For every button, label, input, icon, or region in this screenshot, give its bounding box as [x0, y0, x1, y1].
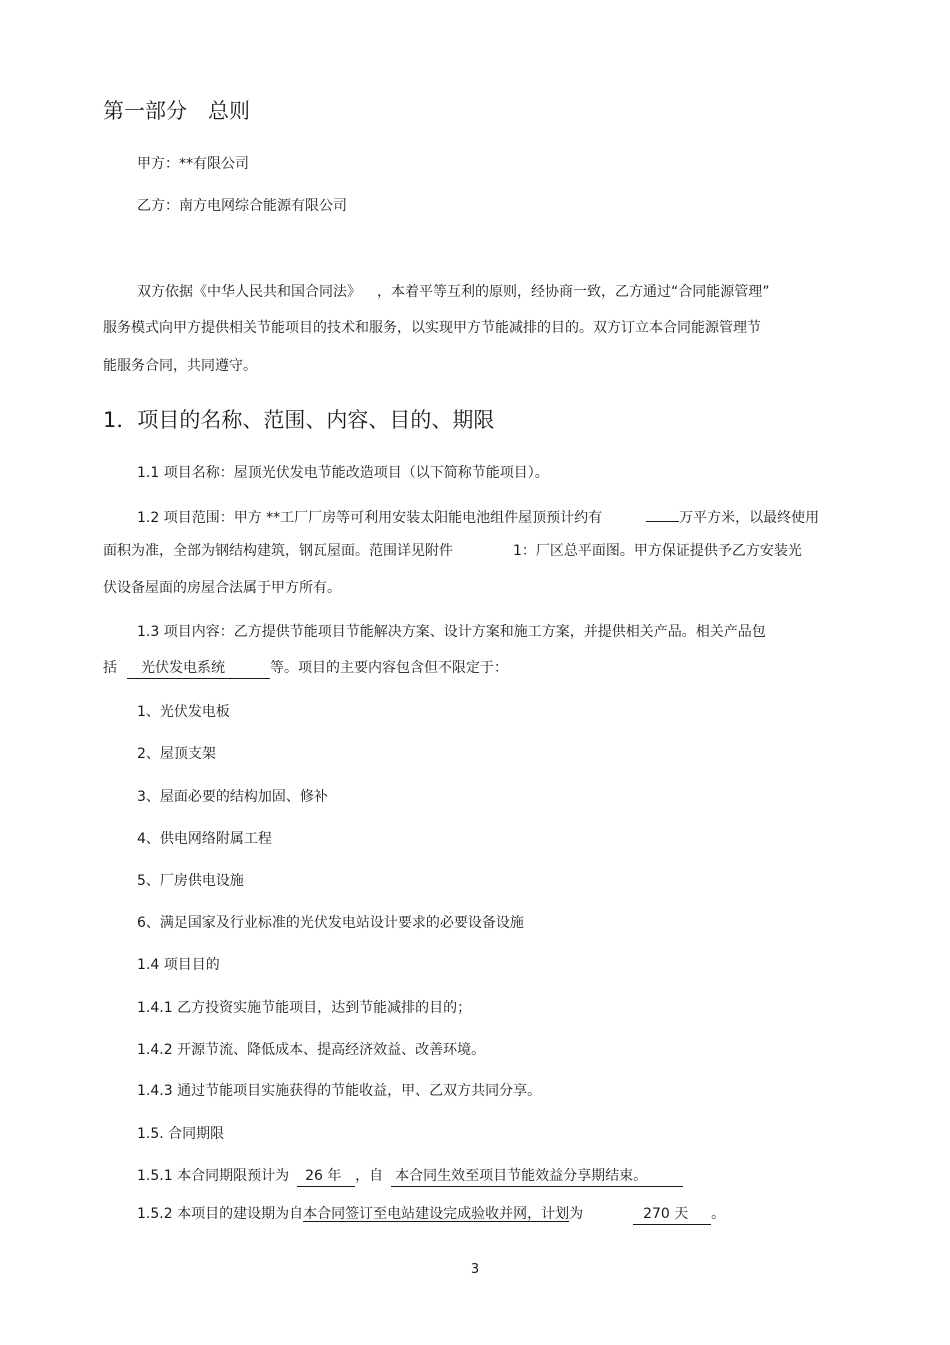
term-field: 26 年 — [297, 1166, 355, 1187]
intro-line-3: 能服务合同，共同遵守。 — [103, 358, 257, 374]
party-b: 乙方：南方电网综合能源有限公司 — [137, 198, 347, 214]
clause-1-3-line-1: 1.3 项目内容：乙方提供节能项目节能解决方案、设计方案和施工方案，并提供相关产品。相关产品包 — [137, 624, 766, 640]
clause-1-2-line-1 — [137, 506, 819, 528]
list-item: 5、厂房供电设施 — [137, 873, 244, 889]
clause-1-5: 1.5. 合同期限 — [137, 1126, 225, 1142]
list-item: 1、光伏发电板 — [137, 704, 230, 720]
list-item: 4、供电网络附属工程 — [137, 831, 272, 847]
clause-1-2-line-3: 伏设备屋面的房屋合法属于甲方所有。 — [103, 580, 341, 596]
clause-1-2-line-2 — [103, 541, 802, 561]
section-1-title: 1．项目的名称、范围、内容、目的、期限 — [103, 408, 495, 432]
list-item: 3、屋面必要的结构加固、修补 — [137, 789, 328, 805]
clause-text: 万平方米，以最终使用 — [679, 510, 820, 526]
clause-text: 1：厂区总平面图。甲方保证提供予乙方安装光 — [513, 543, 802, 559]
clause-text: 1.5.2 本项目的建设期为自 — [137, 1206, 304, 1222]
clause-text: 面积为准，全部为钢结构建筑，钢瓦屋面。范围详见附件 — [103, 543, 453, 559]
clause-1-1: 1.1 项目名称：屋顶光伏发电节能改造项目（以下简称节能项目）。 — [137, 465, 549, 481]
clause-1-4-1: 1.4.1 乙方投资实施节能项目，达到节能减排的目的； — [137, 1000, 472, 1016]
clause-text: 为 — [569, 1206, 584, 1222]
days-field: 270 天 — [633, 1204, 711, 1225]
clause-text: 括 — [103, 660, 117, 676]
clause-text: 1.2 项目范围：甲方 **工厂厂房等可利用安装太阳能电池组件屋顶预计约有 — [137, 510, 603, 526]
part-title: 第一部分 总则 — [103, 99, 250, 123]
clause-1-5-1 — [137, 1166, 683, 1187]
area-blank — [646, 506, 679, 522]
clause-text: 。 — [711, 1206, 726, 1222]
clause-1-5-2 — [137, 1204, 725, 1225]
page-number: 3 — [470, 1262, 480, 1277]
clause-text: 1.5.1 本合同期限预计为 — [137, 1168, 290, 1184]
clause-1-4-3: 1.4.3 通过节能项目实施获得的节能收益，甲、乙双方共同分享。 — [137, 1083, 542, 1099]
intro-text: 双方依据《中华人民共和国合同法》 — [137, 284, 361, 300]
clause-1-3-line-2 — [103, 658, 508, 679]
party-a: 甲方：**有限公司 — [137, 156, 249, 172]
list-item: 2、屋顶支架 — [137, 746, 216, 762]
clause-1-4: 1.4 项目目的 — [137, 957, 220, 973]
intro-line-1 — [137, 282, 770, 302]
clause-1-4-2: 1.4.2 开源节流、降低成本、提高经济效益、改善环境。 — [137, 1042, 486, 1058]
construction-period-field: 本合同签订至电站建设完成验收并网，计划 — [303, 1206, 570, 1222]
clause-text: 等。项目的主要内容包含但不限定于： — [270, 660, 508, 676]
list-item: 6、满足国家及行业标准的光伏发电站设计要求的必要设备设施 — [137, 915, 524, 931]
intro-text: ，本着平等互利的原则，经协商一致，乙方通过“合同能源管理” — [377, 284, 770, 300]
clause-text: ，自 — [355, 1168, 384, 1184]
term-range-field: 本合同生效至项目节能效益分享期结束。 — [391, 1166, 683, 1187]
product-field: 光伏发电系统 — [127, 658, 270, 679]
intro-line-2: 服务模式向甲方提供相关节能项目的技术和服务，以实现甲方节能减排的目的。双方订立本合同能源管理节 — [103, 320, 761, 336]
